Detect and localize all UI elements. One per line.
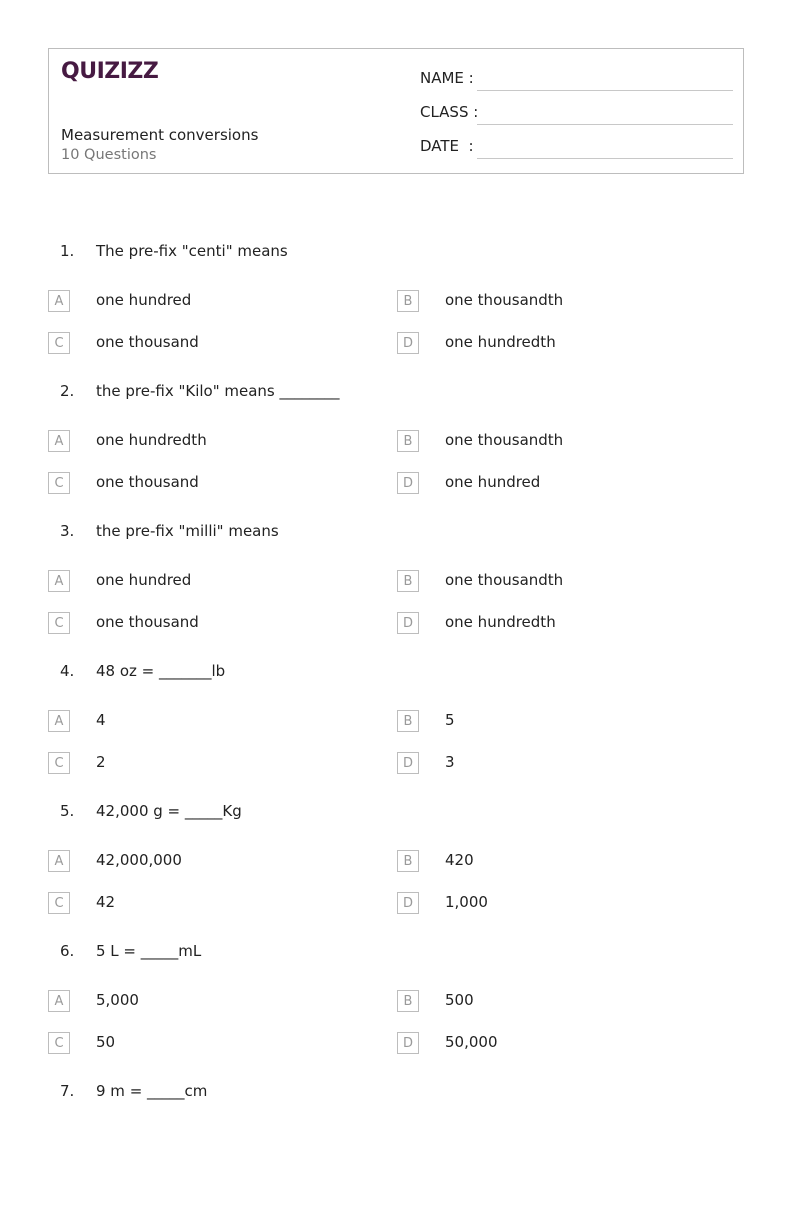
date-label: DATE : <box>420 137 474 155</box>
quizizz-logo: QUIZIZZ <box>61 59 159 84</box>
question-5 <box>0 802 794 942</box>
worksheet-title: Measurement conversions <box>61 126 259 144</box>
question-number: 4. <box>60 662 75 680</box>
answer-option-d[interactable] <box>397 612 727 636</box>
answer-option-c[interactable] <box>48 1032 378 1056</box>
name-line[interactable] <box>477 90 733 91</box>
answer-option-c[interactable] <box>48 892 378 916</box>
answer-option-d[interactable] <box>397 752 727 776</box>
question-3 <box>0 522 794 662</box>
answer-option-b[interactable] <box>397 710 727 734</box>
answer-option-d[interactable] <box>397 472 727 496</box>
answer-option-a[interactable] <box>48 290 378 314</box>
name-field[interactable] <box>420 69 733 91</box>
answer-option-d[interactable] <box>397 1032 727 1056</box>
option-text: one hundredth <box>445 613 556 631</box>
question-count: 10 Questions <box>61 147 157 163</box>
answer-option-a[interactable] <box>48 430 378 454</box>
option-letter-box[interactable]: A <box>48 290 70 312</box>
option-letter-box[interactable]: C <box>48 1032 70 1054</box>
option-letter-box[interactable]: A <box>48 990 70 1012</box>
option-letter-box[interactable]: C <box>48 752 70 774</box>
date-line[interactable] <box>477 158 733 159</box>
answer-option-c[interactable] <box>48 752 378 776</box>
question-1 <box>0 242 794 382</box>
option-letter-box[interactable]: D <box>397 1032 419 1054</box>
question-text: 5 L = _____mL <box>96 942 202 960</box>
option-letter-box[interactable]: C <box>48 332 70 354</box>
option-text: 42 <box>96 893 116 911</box>
option-letter-box[interactable]: D <box>397 752 419 774</box>
question-number: 7. <box>60 1082 75 1100</box>
answer-option-b[interactable] <box>397 570 727 594</box>
option-letter-box[interactable]: A <box>48 570 70 592</box>
answer-option-a[interactable] <box>48 850 378 874</box>
question-7 <box>0 1082 794 1222</box>
option-text: one hundred <box>96 291 192 309</box>
question-number: 2. <box>60 382 75 400</box>
option-letter-box[interactable]: B <box>397 710 419 732</box>
answer-option-d[interactable] <box>397 332 727 356</box>
question-text: The pre-fix "centi" means <box>96 242 288 260</box>
option-text: one thousandth <box>445 571 564 589</box>
option-letter-box[interactable]: B <box>397 990 419 1012</box>
answer-option-c[interactable] <box>48 332 378 356</box>
option-letter-box[interactable]: B <box>397 430 419 452</box>
question-text: 9 m = _____cm <box>96 1082 208 1100</box>
class-field[interactable] <box>420 103 733 125</box>
option-text: 42,000,000 <box>96 851 182 869</box>
option-text: one hundredth <box>445 333 556 351</box>
question-4 <box>0 662 794 802</box>
question-number: 6. <box>60 942 75 960</box>
option-text: one hundred <box>445 473 541 491</box>
option-letter-box[interactable]: C <box>48 472 70 494</box>
question-text: the pre-fix "Kilo" means ________ <box>96 382 340 400</box>
question-text: the pre-fix "milli" means <box>96 522 279 540</box>
option-text: 5 <box>445 711 455 729</box>
option-text: 500 <box>445 991 474 1009</box>
option-text: 3 <box>445 753 455 771</box>
option-letter-box[interactable]: D <box>397 612 419 634</box>
option-text: 4 <box>96 711 106 729</box>
answer-option-b[interactable] <box>397 850 727 874</box>
option-letter-box[interactable]: B <box>397 850 419 872</box>
answer-option-a[interactable] <box>48 710 378 734</box>
option-letter-box[interactable]: D <box>397 332 419 354</box>
option-text: one thousandth <box>445 431 564 449</box>
option-letter-box[interactable]: D <box>397 892 419 914</box>
question-number: 1. <box>60 242 75 260</box>
question-6 <box>0 942 794 1082</box>
date-field[interactable] <box>420 137 733 159</box>
option-text: 2 <box>96 753 106 771</box>
option-text: 50 <box>96 1033 116 1051</box>
option-text: 5,000 <box>96 991 139 1009</box>
option-text: one hundredth <box>96 431 207 449</box>
class-line[interactable] <box>477 124 733 125</box>
answer-option-b[interactable] <box>397 990 727 1014</box>
question-2 <box>0 382 794 522</box>
option-text: one thousand <box>96 613 199 631</box>
option-text: one hundred <box>96 571 192 589</box>
option-text: 50,000 <box>445 1033 498 1051</box>
answer-option-c[interactable] <box>48 472 378 496</box>
answer-option-b[interactable] <box>397 430 727 454</box>
name-label: NAME : <box>420 69 474 87</box>
class-label: CLASS : <box>420 103 479 121</box>
option-text: one thousandth <box>445 291 564 309</box>
option-letter-box[interactable]: A <box>48 850 70 872</box>
option-letter-box[interactable]: B <box>397 570 419 592</box>
option-text: 1,000 <box>445 893 488 911</box>
option-letter-box[interactable]: B <box>397 290 419 312</box>
answer-option-a[interactable] <box>48 990 378 1014</box>
option-letter-box[interactable]: D <box>397 472 419 494</box>
option-letter-box[interactable]: C <box>48 892 70 914</box>
answer-option-b[interactable] <box>397 290 727 314</box>
answer-option-a[interactable] <box>48 570 378 594</box>
question-number: 3. <box>60 522 75 540</box>
option-letter-box[interactable]: C <box>48 612 70 634</box>
option-text: 420 <box>445 851 474 869</box>
question-text: 42,000 g = _____Kg <box>96 802 242 820</box>
option-letter-box[interactable]: A <box>48 710 70 732</box>
option-text: one thousand <box>96 333 199 351</box>
question-text: 48 oz = _______lb <box>96 662 226 680</box>
option-text: one thousand <box>96 473 199 491</box>
answer-option-d[interactable] <box>397 892 727 916</box>
answer-option-c[interactable] <box>48 612 378 636</box>
question-number: 5. <box>60 802 75 820</box>
option-letter-box[interactable]: A <box>48 430 70 452</box>
worksheet-header <box>48 48 744 174</box>
